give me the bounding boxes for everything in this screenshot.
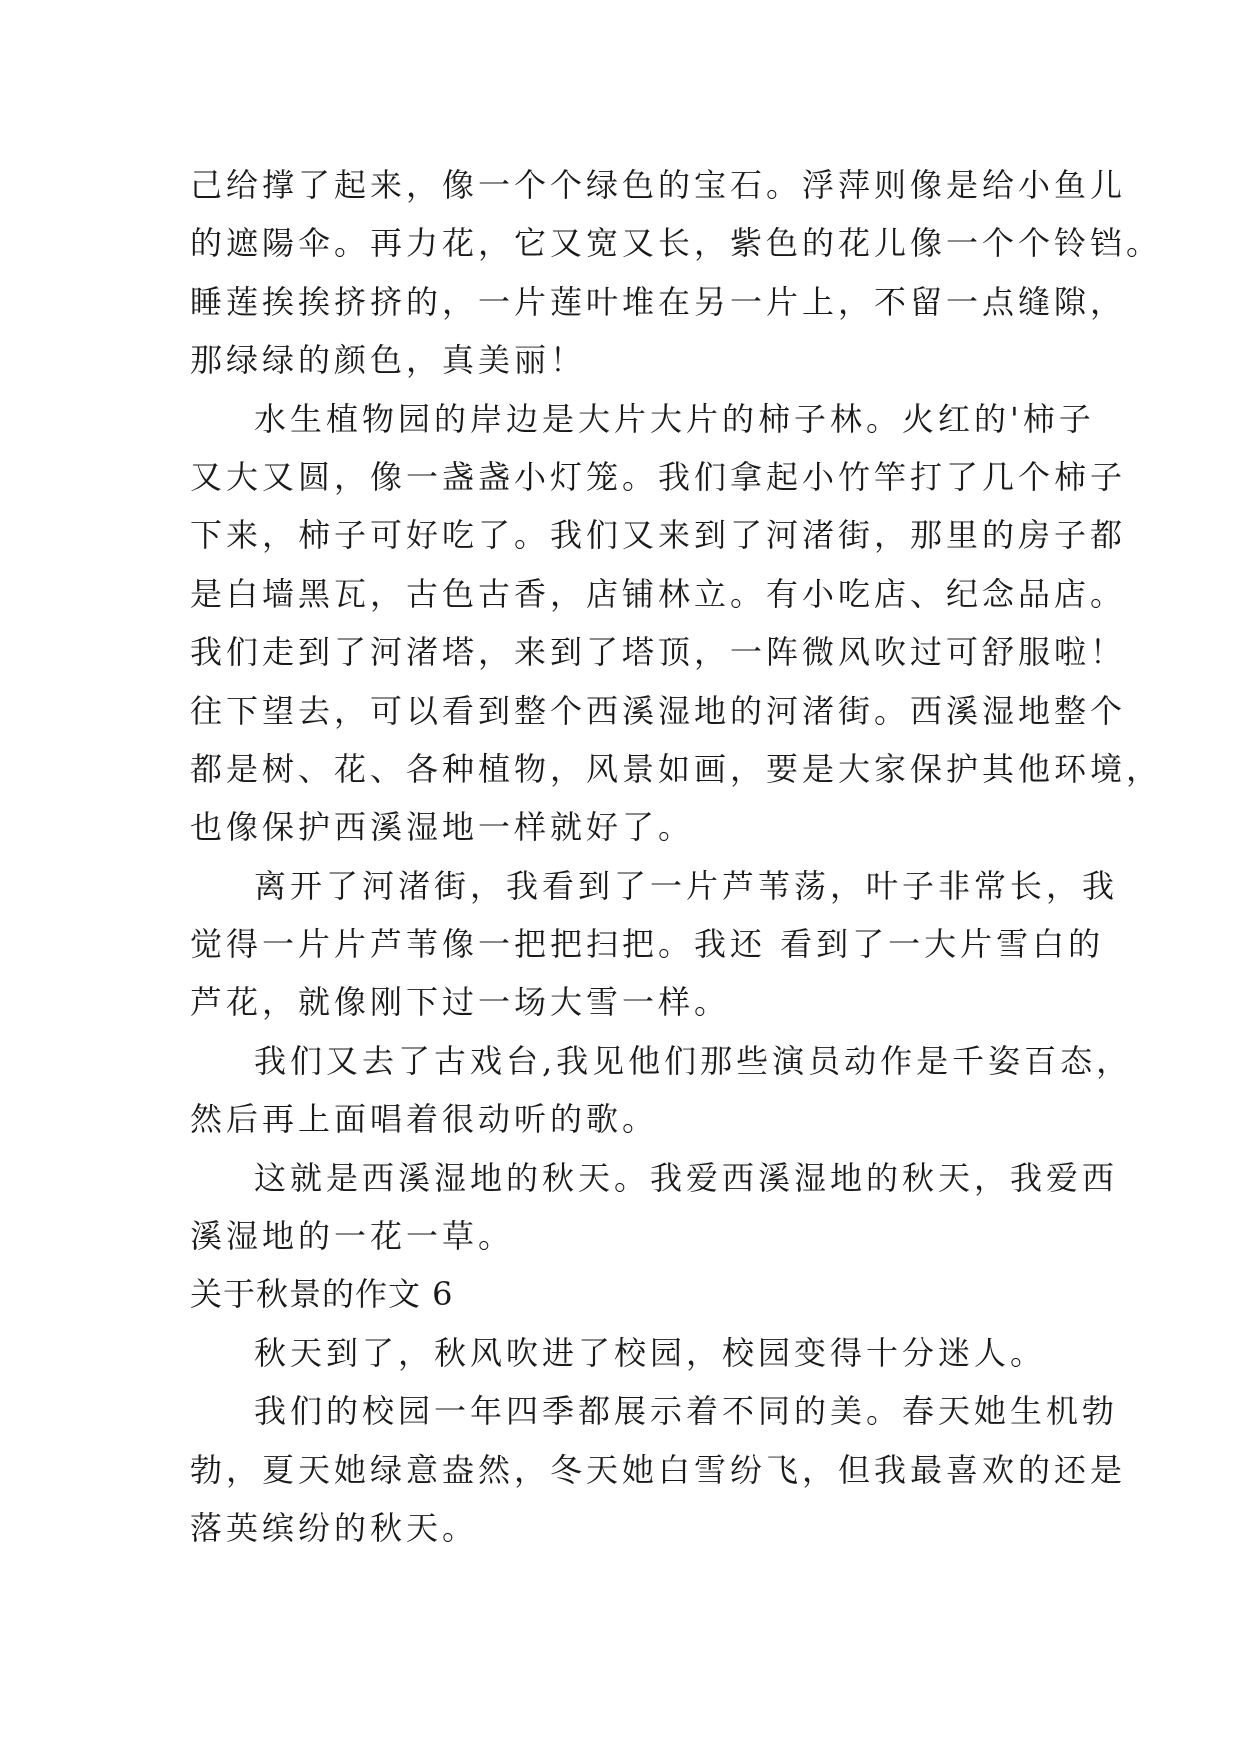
text-line: 下来，柿子可好吃了。我们又来到了河渚街，那里的房子都 [190,516,1127,555]
text-line: 勃，夏天她绿意盎然，冬天她白雪纷飞，但我最喜欢的还是 [190,1450,1127,1489]
text-line: 我们走到了河渚塔，来到了塔顶，一阵微风吹过可舒服啦！ [190,633,1127,672]
text-line: 的遮陽伞。再力花，它又宽又长，紫色的花儿像一个个铃铛。 [190,224,1163,263]
text-line: 溪湿地的一花一草。 [190,1217,515,1256]
text-line: 是白墙黑瓦，古色古香，店铺林立。有小吃店、纪念品店。 [190,574,1127,613]
text-line: 芦花，就像刚下过一场大雪一样。 [190,983,731,1022]
paragraph-first-line: 这就是西溪湿地的秋天。我爱西溪湿地的秋天，我爱西 [254,1158,1119,1197]
section-heading: 关于秋景的作文 6 [190,1275,454,1314]
text-line: 觉得一片片芦苇像一把把扫把。我还 看到了一大片雪白的 [190,925,1105,964]
document-page [190,156,1163,1557]
paragraph-first-line: 我们的校园一年四季都展示着不同的美。春天她生机勃 [254,1392,1119,1431]
text-line: 又大又圆，像一盏盏小灯笼。我们拿起小竹竿打了几个柿子 [190,457,1127,496]
paragraph-first-line: 秋天到了，秋风吹进了校园，校园变得十分迷人。 [254,1333,1047,1372]
text-line: 那绿绿的颜色，真美丽！ [190,341,587,380]
text-line: 往下望去，可以看到整个西溪湿地的河渚街。西溪湿地整个 [190,691,1127,730]
paragraph-first-line: 水生植物园的岸边是大片大片的柿子林。火红的'柿子 [254,399,1095,438]
text-line: 也像保护西溪湿地一样就好了。 [190,808,695,847]
text-line: 然后再上面唱着很动听的歌。 [190,1100,659,1139]
text-line: 睡莲挨挨挤挤的，一片莲叶堆在另一片上，不留一点缝隙， [190,282,1127,321]
text-line: 落英缤纷的秋天。 [190,1508,479,1547]
text-line: 都是树、花、各种植物，风景如画，要是大家保护其他环境， [190,749,1163,788]
paragraph-first-line: 离开了河渚街，我看到了一片芦苇荡，叶子非常长，我 [254,866,1119,905]
text-line: 己给撑了起来，像一个个绿色的宝石。浮萍则像是给小鱼儿 [190,166,1127,204]
paragraph-first-line: 我们又去了古戏台,我见他们那些演员动作是千姿百态， [254,1041,1133,1080]
